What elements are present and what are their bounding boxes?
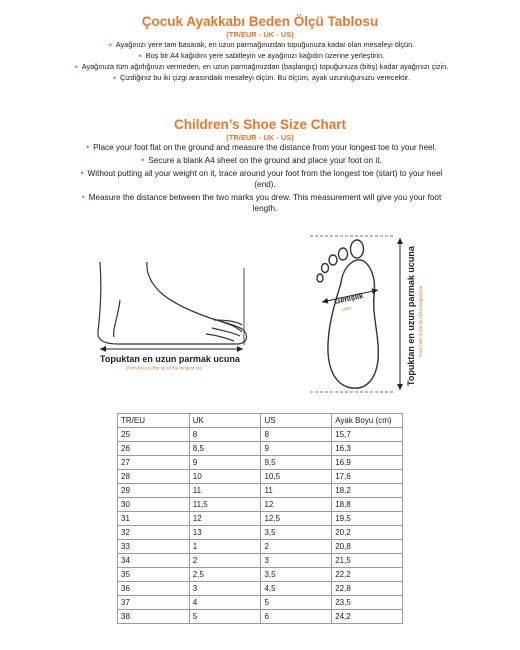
table-cell: 21,5 bbox=[332, 554, 403, 568]
table-row bbox=[118, 456, 403, 470]
table-cell: 16,3 bbox=[332, 442, 403, 456]
table-row bbox=[118, 512, 403, 526]
table-row bbox=[118, 554, 403, 568]
table-row bbox=[118, 568, 403, 582]
table-cell: 20,8 bbox=[332, 540, 403, 554]
table-cell: 28 bbox=[118, 470, 190, 484]
table-row bbox=[118, 540, 403, 554]
size-chart-table bbox=[117, 413, 403, 624]
table-row bbox=[118, 582, 403, 596]
table-cell: 36 bbox=[118, 582, 190, 596]
table-cell: 29 bbox=[118, 484, 190, 498]
table-cell: 3,5 bbox=[261, 568, 332, 582]
table-row bbox=[118, 470, 403, 484]
table-cell: 12 bbox=[189, 512, 261, 526]
sole-view-foot-icon bbox=[317, 240, 378, 388]
table-header-row bbox=[118, 414, 403, 428]
table-cell: 22,8 bbox=[332, 582, 403, 596]
table-cell: 33 bbox=[118, 540, 190, 554]
table-cell: 35 bbox=[118, 568, 190, 582]
table-cell: 38 bbox=[118, 610, 190, 624]
table-cell: 37 bbox=[118, 596, 190, 610]
table-cell: 8 bbox=[189, 428, 261, 442]
turkish-subtitle: (TR/EUR - UK - US) bbox=[226, 30, 294, 39]
turkish-instruction-1: • Ayağınızı yere tam basarak, en uzun parmağınızdan topuğunuza kadar olan mesafeyi ölçün. bbox=[80, 40, 450, 50]
size-chart-body bbox=[118, 428, 403, 624]
table-cell: 19,5 bbox=[332, 512, 403, 526]
table-cell: 12,5 bbox=[261, 512, 332, 526]
table-cell: 11 bbox=[189, 484, 261, 498]
table-cell: 2 bbox=[189, 554, 261, 568]
turkish-instruction-2: • Boş bir A4 kağıdını yere sabitleyin ve ayağınızı kağıdın üzerine yerleştirin. bbox=[80, 51, 450, 61]
width-label: Genişlik bbox=[333, 291, 364, 306]
table-cell: 26 bbox=[118, 442, 190, 456]
sole-length-sublabel: From heel to the tip of the longest toe bbox=[418, 285, 423, 357]
table-cell: 13 bbox=[189, 526, 261, 540]
column-header-uk: UK bbox=[189, 414, 261, 428]
table-cell: 1 bbox=[189, 540, 261, 554]
table-cell: 20,2 bbox=[332, 526, 403, 540]
table-cell: 24,2 bbox=[332, 610, 403, 624]
table-cell: 18,2 bbox=[332, 484, 403, 498]
english-instruction-1: • Place your foot flat on the ground and measure the distance from your longest toe to your heel. bbox=[80, 142, 450, 153]
table-cell: 23,5 bbox=[332, 596, 403, 610]
table-row bbox=[118, 526, 403, 540]
table-cell: 2,5 bbox=[189, 568, 261, 582]
table-cell: 12 bbox=[261, 498, 332, 512]
table-cell: 31 bbox=[118, 512, 190, 526]
table-cell: 5 bbox=[261, 596, 332, 610]
table-cell: 4,5 bbox=[261, 582, 332, 596]
table-cell: 3 bbox=[189, 582, 261, 596]
english-instruction-4: • Measure the distance between the two marks you drew. This measurement will give you your foot length. bbox=[80, 192, 450, 214]
table-cell: 9,5 bbox=[261, 456, 332, 470]
sole-length-label: Topuktan en uzun parmak ucuna bbox=[406, 246, 416, 386]
turkish-instruction-4: • Çizdiğiniz bu iki çizgi arasındaki mesafeyi ölçün. Bu ölçüm, ayak uzunluğunuzu verecektir. bbox=[80, 73, 450, 83]
table-row bbox=[118, 610, 403, 624]
english-instruction-2: • Secure a blank A4 sheet on the ground and place your foot on it. bbox=[80, 155, 450, 166]
table-cell: 11,5 bbox=[189, 498, 261, 512]
table-row bbox=[118, 596, 403, 610]
table-cell: 6 bbox=[261, 610, 332, 624]
table-cell: 10,5 bbox=[261, 470, 332, 484]
table-cell: 9 bbox=[261, 442, 332, 456]
table-row bbox=[118, 498, 403, 512]
column-header-foot-length: Ayak Boyu (cm) bbox=[332, 414, 403, 428]
table-cell: 34 bbox=[118, 554, 190, 568]
column-header-us: US bbox=[261, 414, 332, 428]
table-row bbox=[118, 442, 403, 456]
table-cell: 15,7 bbox=[332, 428, 403, 442]
table-cell: 32 bbox=[118, 526, 190, 540]
table-cell: 10 bbox=[189, 470, 261, 484]
side-length-sublabel: From heel to the tip of the longest toe bbox=[126, 365, 203, 371]
english-instruction-3: • Without putting all your weight on it, trace around your foot from the longest toe (start) to your heel (end). bbox=[80, 168, 450, 190]
table-cell: 2 bbox=[261, 540, 332, 554]
column-header-tr-eu: TR/EU bbox=[118, 414, 190, 428]
table-cell: 30 bbox=[118, 498, 190, 512]
table-cell: 18,8 bbox=[332, 498, 403, 512]
turkish-title: Çocuk Ayakkabı Beden Ölçü Tablosu bbox=[141, 14, 379, 29]
table-cell: 3 bbox=[261, 554, 332, 568]
english-subtitle: (TR/EUR - UK - US) bbox=[226, 133, 294, 142]
table-cell: 8,5 bbox=[189, 442, 261, 456]
width-sublabel: width bbox=[341, 305, 352, 312]
table-cell: 8 bbox=[261, 428, 332, 442]
table-cell: 17,6 bbox=[332, 470, 403, 484]
table-cell: 16,9 bbox=[332, 456, 403, 470]
table-cell: 11 bbox=[261, 484, 332, 498]
side-view-foot-icon bbox=[98, 262, 247, 344]
table-cell: 27 bbox=[118, 456, 190, 470]
english-title: Children’s Shoe Size Chart bbox=[173, 117, 347, 132]
turkish-instruction-3: • Ayağınıza tüm ağırlığınızı vermeden, en uzun parmağınızdan (başlangıç) topuğunuza (bitiş) kadar ayağınızı çizin. bbox=[80, 62, 450, 72]
table-cell: 9 bbox=[189, 456, 261, 470]
table-row bbox=[118, 428, 403, 442]
table-cell: 22,2 bbox=[332, 568, 403, 582]
table-cell: 5 bbox=[189, 610, 261, 624]
table-cell: 25 bbox=[118, 428, 190, 442]
table-cell: 4 bbox=[189, 596, 261, 610]
side-length-label: Topuktan en uzun parmak ucuna bbox=[100, 354, 240, 364]
table-cell: 3,5 bbox=[261, 526, 332, 540]
table-row bbox=[118, 484, 403, 498]
